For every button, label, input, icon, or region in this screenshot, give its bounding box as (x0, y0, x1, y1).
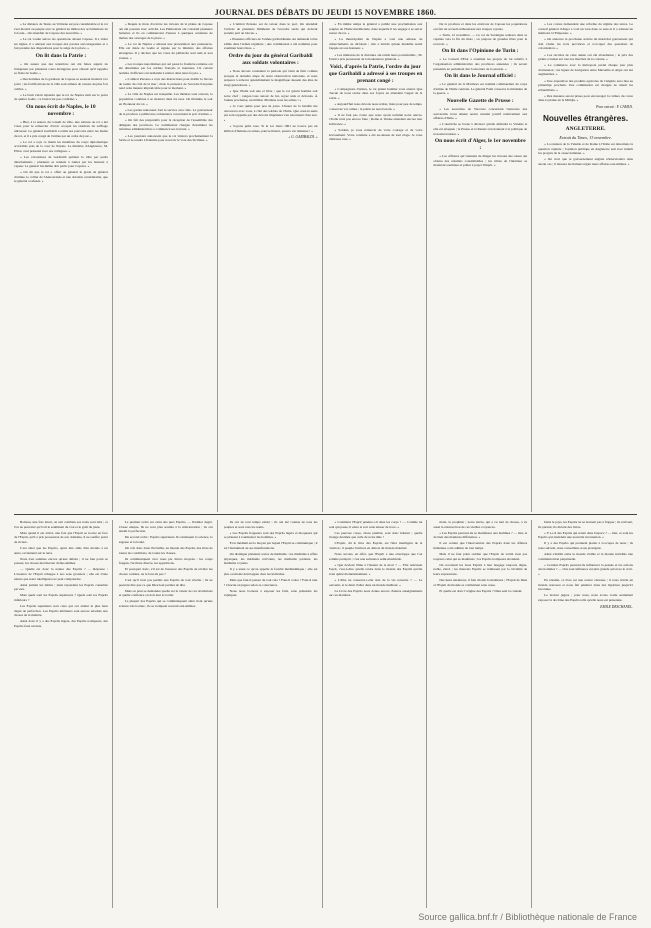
feuilleton-column-6 (538, 520, 637, 908)
paragraph: « On croit que le gouvernement anglais n'interviendra dans aucun cas ; il laissera les Italiens régler leurs affaires eux-mêmes. » (538, 157, 633, 166)
paragraph: « Depuis le mois d'octobre les travaux de la plaine de Capoue ont été poussés avec activité. Les Piémontais ont construit plusieurs batteries et ils en commencent d'autres à quelques centaines de mètres des ouvrages de la place. » (118, 22, 213, 40)
news-column-6 (538, 22, 637, 512)
paragraph: « La ville de Naples est tranquille. Les théâtres sont ouverts, la population continue à se montrer dans les rues. On illumine le soir en l'honneur du roi. » (118, 92, 213, 106)
paragraph: On reconnaît les bons Esprits à leur langage toujours digne, noble, élevé ; les mauvais Esprits se trahissent par la trivialité de leurs expressions. (433, 562, 528, 576)
paragraph: « Les Esprits peuvent-ils se manifester aux hommes ? — Oui, et de bien des manières différentes. » (433, 530, 528, 540)
paragraph: « Les colons demandent une réforme du régime des terres. Le conseil général d'Alger a voté un vœu dans ce sens et il a adressé un mémoire à l'Empereur. » (538, 22, 633, 36)
paragraph: Mais quand il est arrivé, une fois que l'Esprit se trouve en face de l'Esprit, qu'il a pris possession de son domaine, il ne souffre point de rivaux. (14, 530, 108, 544)
feuilleton-column-1 (14, 520, 113, 908)
paragraph: « Turin, 12 novembre. — Le roi de Sardaigne rentrera dans sa capitale vers la fin du mois ; on prépare de grandes fêtes pour le recevoir. » (433, 32, 528, 46)
signature: « G. GARIBALDI. » (288, 135, 318, 140)
paragraph: « On dit que le roi a offert au général le grade de général d'armée, le collier de l'Annonciade et une dotation considérable, que le général a refusés. » (14, 170, 108, 184)
paragraph: « Compagnons d'armes, le roi galant homme vous attend. Que chacun de nous rentre dans ses foyers en attendant l'appel de la patrie. » (328, 86, 423, 100)
signature: Pour extrait : F. CAMUS. (596, 105, 633, 109)
paragraph: « Comment l'Esprit pénètre-t-il dans les corps ? — Comme un vent qui passe, il entre et sort sans laisser de trace. » (328, 520, 423, 529)
paragraph: « On fait des préparatifs pour la réception de l'assemblée des délégués des provinces. La commission chargée d'examiner les réformes administratives a commencé ses travaux. » (118, 118, 213, 132)
paragraph: Ainsi s'établit entre le monde visible et le monde invisible une communication perpétuelle. (538, 552, 633, 561)
paragraph: « Les Esprits frappeurs sont des Esprits légers et moqueurs qui se plaisent à tourmenter les hommes. » (223, 530, 318, 540)
paragraph: Le premier ordre est celui des purs Esprits. — Premier degré. Classe unique. Ils ne sont plus soumis à la réincarnation ; ils ont atteint la perfection. (118, 520, 213, 534)
paragraph: « L'amiral Persano a reçu des instructions pour établir le blocus de Gaëte du côté de la mer ; mais la présence de l'escadre française rend cette mesure impraticable pour le moment. » (118, 77, 213, 91)
section-heading: On lit dans l'Opinione de Turin : (441, 48, 519, 55)
paragraph: « Hier, à la séance du conseil de ville, une adresse au roi a été votée pour le remercier d'avoir accepté les résultats du suffrage universel. Le général Garibaldi a remis ses pouvoirs entre les mains du roi, et il a pris congé de l'armée par un ordre du jour. » (14, 119, 108, 138)
paragraph: — Quelle est donc la nature des Esprits ? — Réponse : L'essence de l'Esprit échappe à nos sens grossiers ; elle est d'une nature que notre intelligence ne peut comprendre. (14, 567, 108, 581)
paragraph: Ils communiquent avec nous par divers moyens : les coups frappés, l'écriture directe, les apparitions. (118, 556, 213, 566)
section-heading: ANGLETERRE. (565, 125, 606, 132)
paragraph: « Les troupes napolitaines qui ont passé la frontière romaine ont été désarmées par les soldats français et internées. Un certain nombre d'officiers ont demandé à rentrer dans leurs foyers. » (118, 61, 213, 75)
paragraph: Il est certain que l'intervention des Esprits dans les affaires humaines a été admise de tout temps. (433, 541, 528, 550)
paragraph: « Le bruit s'était répandu que le roi de Naples était sur le point de quitter Gaëte ; ce bruit n'est pas confirmé. » (14, 92, 108, 102)
paragraph: « L'amiral Persano est de retour dans le port. On attendait l'arrivée de plusieurs bâtiments de l'escadre sarde qui doivent prendre part au blocus. » (223, 22, 318, 36)
paragraph: « Les ministres de la dictature ont remis leurs portefeuilles ; M. Farini a pris possession de la lieutenance générale. » (328, 52, 423, 62)
section-heading: Ordre du jour du général Garibaldi aux soldats volontaires : (228, 53, 313, 67)
source-attribution: Source gallica.bnf.fr / Bibliothèque nationale de France (418, 912, 637, 922)
paragraph: « L'Autriche se borne à déclarer qu'elle défendra la Vénétie si elle est attaquée ; la Prusse et la Russie s'en tiennent à la politique de non-intervention. » (433, 122, 528, 136)
section-heading: Nouvelle Gazette de Prusse : (446, 98, 514, 105)
newspaper-title: JOURNAL DES DÉBATS DU JEUDI 15 NOVEMBRE 1860. (214, 7, 437, 17)
paragraph: Mais on peut se demander quelle est la valeur de ces révélations et quelle confiance on doit leur accorder. (118, 588, 213, 598)
paragraph: « Une exposition des produits agricoles de l'Algérie aura lieu au printemps prochain. Une commission est chargée de réunir les échantillons. » (538, 78, 633, 92)
paragraph: « Le général de la Marmora est nommé commandant du corps d'armée de l'Italie centrale. Le général Fanti conserve le ministère de la guerre. » (433, 82, 528, 96)
paragraph: De la province et dans les environs de Capoue les populations ont fait un accueil enthousiaste aux troupes royales. (433, 22, 528, 31)
news-column-2 (119, 22, 218, 512)
paragraph: Dans le pays, les Esprits ne se bornent pas à frapper ; ils écrivent, ils parlent, ils dictent des livres. (538, 520, 633, 529)
paragraph: « La municipalité de Naples a voté une adresse de remerciements au dictateur ; elle a décidé qu'une médaille serait frappée en son honneur. » (328, 37, 423, 51)
paragraph: « Y a-t-il des Esprits qui errent dans l'espace ? — Oui, ce sont les Esprits qui attendent une nouvelle incarnation. » (538, 530, 633, 540)
paragraph: Et le médium est le moyen par lequel l'Esprit se communique ; il est l'instrument de ses manifestations. (223, 541, 318, 550)
paragraph: Mais il ne faut point oublier que l'Esprit de vérité n'est pas toujours celui qui se manifeste ; les Esprits trompeurs abondent. (433, 552, 528, 561)
news-column-4 (329, 22, 428, 512)
paragraph: Des deux tendances, il faut choisir la meilleure ; l'Esprit de Dieu et l'Esprit du monde se combattent sans cesse. (433, 578, 528, 587)
paragraph: « En même temps le général a publié une proclamation aux peuples de l'Italie méridionale, dans laquelle il les engage à se serrer autour du roi. » (328, 22, 423, 36)
paragraph: « La réunion de la Vénétie et de Rome à l'Italie est désormais la question capitale ; l'opinion publique en Angleterre suit avec intérêt les progrès de la cause italienne. » (538, 142, 633, 156)
news-column-3 (224, 22, 323, 512)
paragraph: « Le Conseil d'Etat a examiné les projets de loi relatifs à l'organisation administrative des provinces annexées ; ils seront présentés au parlement dès l'ouverture de la session. » (433, 57, 528, 71)
paragraph: « Nous devons considérer la période qui vient de finir comme presque la dernière étape de notre résurrection nationale, et nous préparer à achever splendidement le magnifique dessein des élus de vingt générations. » (223, 69, 318, 87)
paragraph: Nous n'en sommes encore qu'aux débuts ; il ne faut point se presser, les choses marcheront d'elles-mêmes. (14, 556, 108, 566)
paragraph: Le lecteur jugera ; pour nous, nous avons voulu seulement exposer la doctrine des Esprits telle qu'elle nous est présentée. (538, 593, 633, 602)
paragraph: Le Livre des Esprits nous donne encore d'autres enseignements sur ces matières. (328, 588, 423, 598)
paragraph: « Des hommes de la garnison de Capoue se seraient montrés à la porte ; les fortifications de la ville sont armées de canons du plus fort calibre. » (14, 77, 108, 91)
paragraph: « On annonce la prochaine arrivée du maréchal gouverneur qui doit visiter les trois provinces et s'occuper des questions de colonisation. » (538, 37, 633, 51)
paragraph: « La distance de Teano au Volturne est peu considérable et le roi s'est montré au peuple avec le général au milieu des acclamations de la foule... On attendait de Capoue des nouvelles. » (14, 22, 108, 36)
paragraph: « Je vous quitte pour peu de jours. L'heure de la bataille me retrouvera avec vous, à côté des soldats de l'Italie. Que ceux-là seuls qui sont rappelés par des devoirs impérieux s'en retournent chez eux. » (223, 104, 318, 122)
paragraph: « Les gardes nationaux font le service avec zèle. Le gouverneur de la province a publié une ordonnance concernant le port d'armes. » (118, 107, 213, 117)
paragraph: « Aujourd'hui nous devons nous retirer, mais pour peu de temps. Conservez vos armes ; la patrie en aura besoin. » (328, 102, 423, 111)
paragraph: « Il ne faut pas croire que nous ayons terminé notre œuvre. L'Italie n'est pas encore faite ; Rome et Venise attendent encore leur délivrance. » (328, 112, 423, 126)
paragraph: On voit donc dans l'invisible, au monde des Esprits, des êtres de toutes les conditions, de toutes les classes. (118, 545, 213, 555)
paragraph: Boileau, une fois lancé, on sait combien ses traits sont sûrs ; et l'on ne peut nier qu'il ait le sentiment du vrai et le goût du juste. (14, 520, 108, 529)
section-title: Nouvelles étrangères. (543, 113, 629, 123)
paragraph: « Le roi a reçu ce matin les membres du corps diplomatique accrédités près de la cour de Naples. Le ministre d'Angleterre, M. Elliot, s'est présenté avec ses collègues. » (14, 139, 108, 153)
paragraph: mont, le prophète ; notre siècle, qui a vu tant de choses, a vu aussi la résurrection de ces vieilles croyances. (433, 520, 528, 529)
paragraph: Il y a aussi ce qu'on appelle la faculté médianimique ; elle est plus ou moins développée chez les individus. (223, 567, 318, 576)
paragraph: « Que l'Italie soit une et libre ; que le roi galant homme soit notre chef ; rangez-vous autour de lui, soyez unis et dévoués. À l'année prochaine, un million d'Italiens sous les armes ! » (223, 88, 318, 103)
section-heading: On nous écrit d'Alger, le 1er novembre : (434, 138, 526, 152)
paragraph: « Plusieurs officiers de l'armée garibaldienne ont demandé à être admis dans l'armée régulière ; une commission a été nommée pour examiner leurs titres. » (223, 37, 318, 51)
paragraph: « Soyons prêts tous. Si le 1er mars 1861 ne trouve pas un million d'Italiens en armes, pauvre liberté, pauvre vie italienne ! » (223, 124, 318, 133)
feuilleton-columns (14, 520, 637, 908)
paragraph: Nous nous bornons à exposer les faits, sans prétendre les expliquer. (223, 588, 318, 598)
paragraph: « Les officiers qui viennent de diriger les travaux des routes ont obtenu des résultats considérables ; les tribus de l'intérieur se montrent soumises et prêtes à payer l'impôt. » (433, 154, 528, 168)
paragraph: La plupart des Esprits qui se communiquent ainsi n'ont qu'une science très bornée ; ils se trompent souvent eux-mêmes. (118, 599, 213, 608)
paragraph: Mais quels sont les Esprits supérieurs ? Quels sont les Esprits inférieurs ? (14, 593, 108, 602)
paragraph: Nous savons, en effet, que l'Esprit a une enveloppe que l'on nomme périsprit ; c'est une substance semi-matérielle. (328, 552, 423, 561)
paragraph: En résumé, ce livre est une œuvre curieuse ; il nous révèle un monde nouveau et nous fait pénétrer dans des mystères jusqu'ici inconnus. (538, 578, 633, 592)
section-heading: On nous écrit de Naples, le 10 novembre : (26, 103, 96, 117)
paragraph: Du second ordre : Esprits supérieurs. Ils réunissent la science, la sagesse et la bonté. (118, 535, 213, 544)
paragraph: « Certains Esprits peuvent-ils influencer la pensée et les actions des hommes ? — Oui, leur influence est plus grande qu'on ne le croit. » (538, 562, 633, 576)
feuilleton-column-2 (119, 520, 218, 908)
paragraph: Ces pauvres corps, chose pénible, sont donc habités ; quelle étrange destinée que celle de notre âme ! (328, 530, 423, 540)
page-header (14, 6, 637, 19)
paragraph: « Les journaux annoncent que le roi visitera prochainement la Sicile et se rendra à Palerme pour recevoir le vote des Siciliens. » (118, 133, 213, 143)
paragraph: « Le roi voulut suivre les opérations devant Capoue. Il a visité les lignes, il a adressé aux troupes des paroles encourageantes et a fait prendre des dispositions pour le siège de la place. » (14, 37, 108, 51)
section-heading: Voici, d'après la Patrie, l'ordre du jour que Garibaldi a adressé à ses troupes en prenant congé : (328, 63, 423, 84)
paragraph: C'est qu'il n'est pas permis aux Esprits de tout révéler ; ils ne peuvent dire que ce que Dieu leur permet de dire. (118, 578, 213, 587)
paragraph: « Le roi de Naples a adressé une protestation aux puissances. Elle est datée de Gaëte et signée par le ministre des affaires étrangères. Il y déclare que les votes du plébiscite sont nuls et non avenus. » (118, 41, 213, 60)
paragraph: « Soldats, je vous remercie de votre courage et de votre dévouement. Votre conduite a été au-dessus de tout éloge. Je vous embrasse tous. » (328, 128, 423, 142)
sub-heading: Extrait du Times, 13 novembre. (559, 134, 612, 140)
paragraph: « Le commerce avec la métropole prend chaque jour plus d'extension ; les lignes de navigation entre Marseille et Alger ont été augmentées. » (538, 63, 633, 77)
paragraph: « Les nouvelles de Varsovie concernant l'entrevue des souverains n'ont amené aucun résultat positif relativement aux affaires d'Italie. » (433, 107, 528, 121)
top-news-columns (14, 22, 637, 512)
paragraph: Il y a des Esprits qui prennent plaisir à s'occuper de nous ; ils nous suivent, nous conseillent, nous protègent. (538, 541, 633, 550)
paragraph: Et pourquoi donc, s'il est de l'essence des Esprits de révéler les choses cachées, ne le font-ils pas ? (118, 567, 213, 576)
paragraph: Ils ont de tout temps existé ; ils ont été connus de tous les peuples et sous tous les noms. (223, 520, 318, 529)
signature: EMILE DESCHANEL. (600, 604, 633, 609)
section-heading: On lit dans le Journal officiel : (444, 73, 516, 80)
paragraph: « Les volontaires de Garibaldi quittent la ville par petits détachements ; plusieurs se rendent à Gênes par les bateaux à vapeur. Le général lui-même doit partir pour Caprera. » (14, 154, 108, 169)
paragraph: Les Esprits supérieurs sont ceux qui ont atteint le plus haut degré de perfection. Les Esprits inférieurs sont encore attachés aux choses de la matière. (14, 604, 108, 618)
paragraph: « Les récoltes de cette année ont été abondantes ; le prix des grains a baissé sur tous les marchés de la colonie. » (538, 52, 633, 62)
feuilleton-column-4 (329, 520, 428, 908)
paragraph: Et quelle est donc l'origine des Esprits ? Dieu seul la connaît. (439, 588, 523, 593)
news-column-5 (433, 22, 532, 512)
paragraph: On distingue plusieurs sortes de médiums : les médiums à effets physiques, les médiums écrivains, les médiums parlants, les médiums voyants. (223, 552, 318, 566)
paragraph: « Que devient l'âme à l'instant de la mort ? — Elle redevient Esprit, c'est-à-dire qu'elle rentre dans le monde des Esprits qu'elle avait quitté momentanément. » (328, 562, 423, 576)
paragraph: Ainsi parlent les initiés ; ainsi répondent les Esprits consultés par eux. (14, 582, 108, 592)
paragraph: Ainsi donc il y a des Esprits légers, des Esprits trompeurs, des Esprits faux savants. (14, 619, 108, 628)
feuilleton-column-5 (433, 520, 532, 908)
news-column-1 (14, 22, 113, 512)
paragraph: « On assure que des tentatives ont été faites auprès de l'empereur par plusieurs cours étrangères pour obtenir qu'il rappelle sa flotte de Gaëte. » (14, 62, 108, 76)
paragraph: C'est ainsi que les Esprits, après être allés d'un monde à un autre, reviennent sur la terre. (14, 545, 108, 555)
section-heading: On lit dans la Patrie : (35, 53, 87, 60)
paragraph: « Des mesures seront prises pour encourager la culture du coton dans la plaine de la Mitidja. » (538, 93, 633, 103)
section-divider (14, 514, 637, 515)
paragraph: « L'âme ne conserve-t-elle rien de la vie terrestre ? — Le souvenir, et le désir d'aller dans un monde meilleur. » (328, 578, 423, 587)
feuilleton-column-3 (224, 520, 323, 908)
paragraph: Mais que faut-il penser de tout cela ? Faut-il croire ? Faut-il nier ? Chacun en jugera selon sa conscience. (223, 578, 318, 587)
paragraph: L'Esprit, dit le livre des Esprits, est l'être intelligent de la création ; il peuple l'univers en dehors du monde matériel. (328, 541, 423, 550)
